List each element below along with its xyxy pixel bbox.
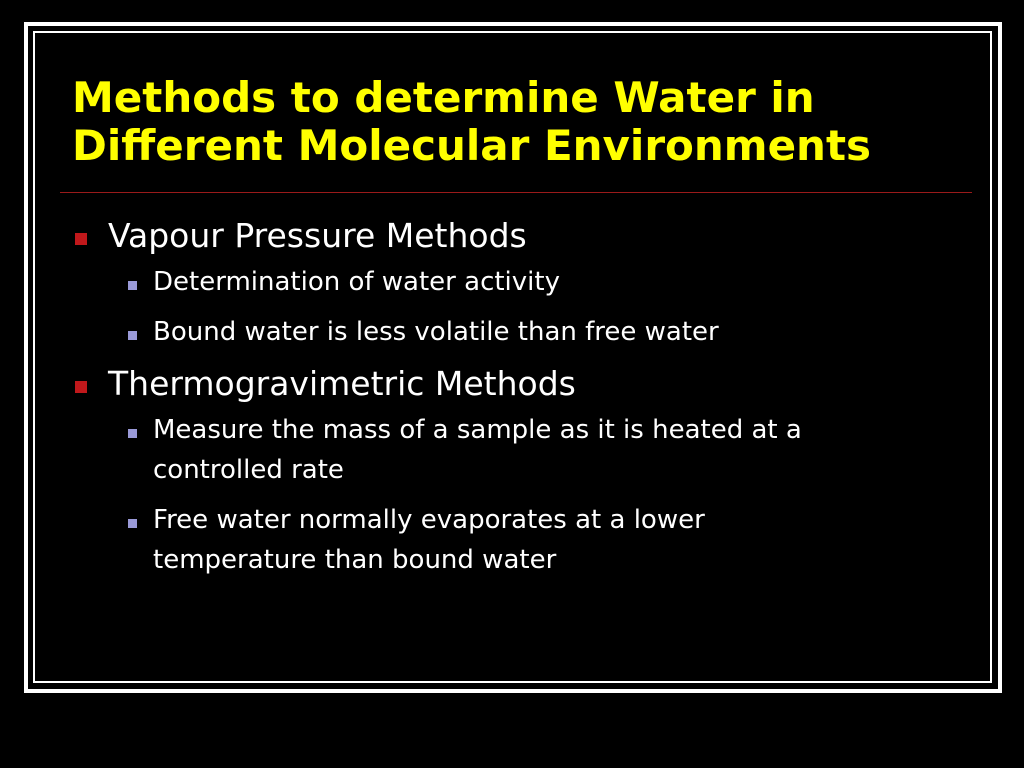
small-square-bullet-icon xyxy=(128,519,137,528)
bullet-item-level1 xyxy=(72,214,952,258)
small-square-bullet-icon xyxy=(128,331,137,340)
bullet-item-level2 xyxy=(72,312,952,352)
square-bullet-icon xyxy=(75,233,87,245)
sub-bullet-text: Bound water is less volatile than free water xyxy=(153,317,719,347)
bullet-list xyxy=(72,214,952,590)
bullet-item-level2 xyxy=(72,262,952,302)
slide-title xyxy=(72,74,972,170)
slide-title-line-2: Different Molecular Environments xyxy=(72,121,872,170)
sub-bullet-text-line-1: Free water normally evaporates at a lower xyxy=(153,505,705,535)
bullet-text: Vapour Pressure Methods xyxy=(108,216,527,255)
bullet-group-thermogravimetric xyxy=(72,362,952,580)
bullet-item-level2 xyxy=(72,410,952,490)
title-divider xyxy=(60,192,972,193)
sub-bullet-text-line-1: Measure the mass of a sample as it is heated at a xyxy=(153,415,802,445)
bullet-item-level1 xyxy=(72,362,952,406)
sub-bullet-text-line-2: temperature than bound water xyxy=(153,545,557,575)
sub-bullet-list xyxy=(72,262,952,352)
sub-bullet-list xyxy=(72,410,952,580)
sub-bullet-text-line-2: controlled rate xyxy=(153,455,344,485)
bullet-item-level2 xyxy=(72,500,952,580)
bullet-text: Thermogravimetric Methods xyxy=(108,364,576,403)
sub-bullet-text: Determination of water activity xyxy=(153,267,560,297)
small-square-bullet-icon xyxy=(128,281,137,290)
small-square-bullet-icon xyxy=(128,429,137,438)
square-bullet-icon xyxy=(75,381,87,393)
bullet-group-vapour-pressure xyxy=(72,214,952,352)
slide-title-line-1: Methods to determine Water in xyxy=(72,73,815,122)
